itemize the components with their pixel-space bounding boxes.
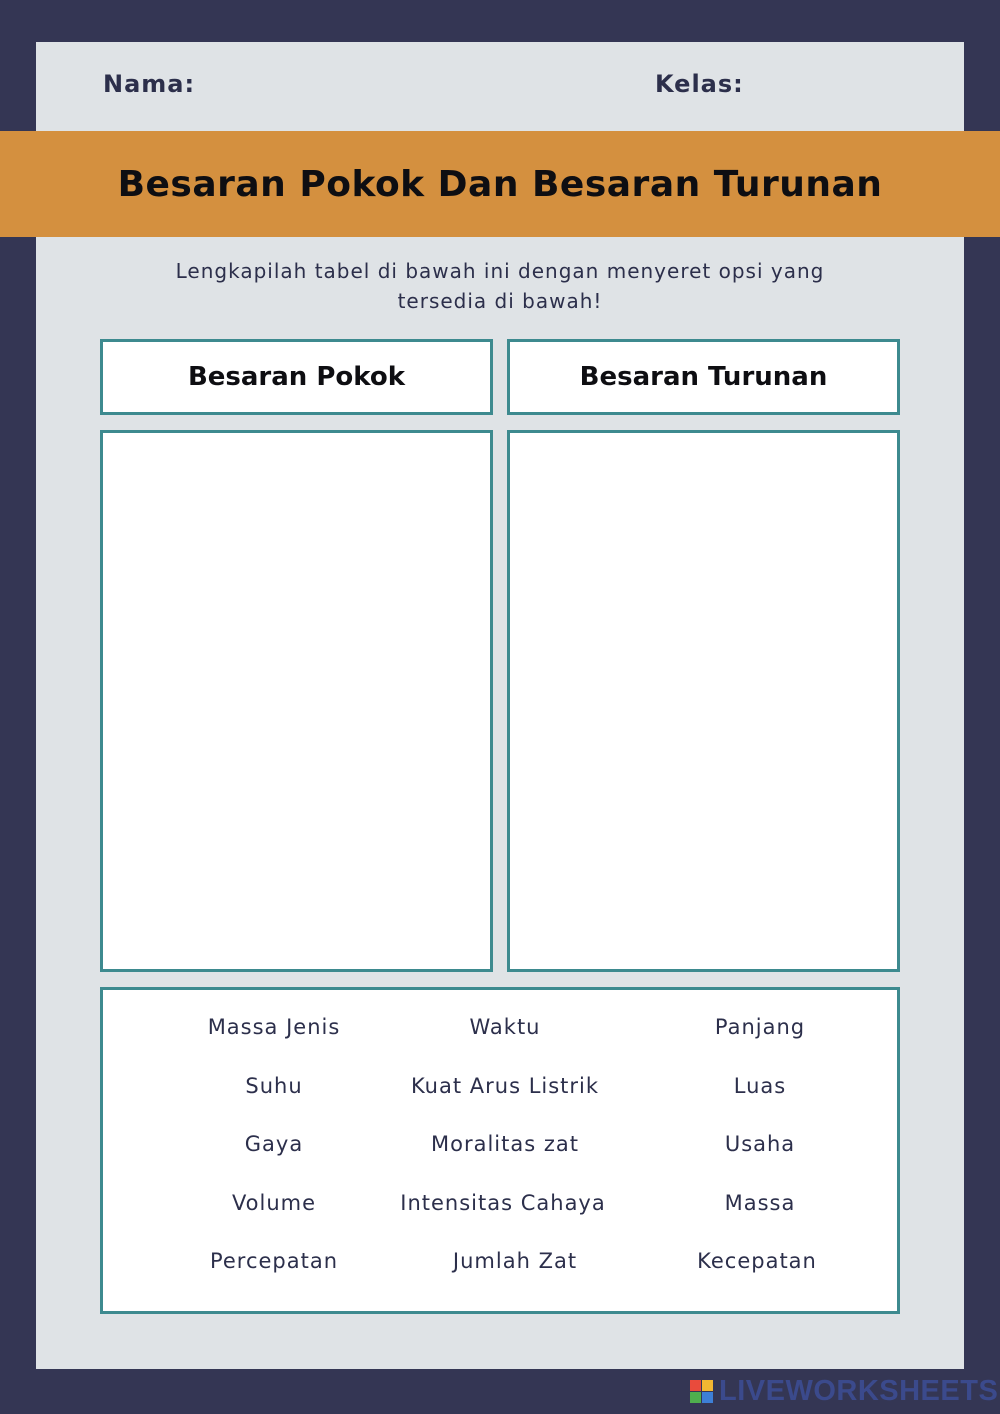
- class-label: Kelas:: [655, 70, 744, 98]
- option-item[interactable]: Luas: [733, 1074, 787, 1098]
- option-item[interactable]: Suhu: [245, 1074, 303, 1098]
- option-item[interactable]: Panjang: [714, 1015, 806, 1039]
- logo-square-icon: [690, 1392, 701, 1403]
- column-header-label: Besaran Pokok: [187, 362, 406, 392]
- option-item[interactable]: Gaya: [244, 1132, 304, 1156]
- watermark-text: LIVEWORKSHEETS: [719, 1374, 999, 1407]
- drop-zone-besaran-pokok[interactable]: [100, 430, 493, 972]
- logo-square-icon: [702, 1392, 713, 1403]
- column-header-besaran-turunan: [507, 339, 900, 415]
- option-item[interactable]: Massa Jenis: [207, 1015, 341, 1039]
- option-item[interactable]: Percepatan: [209, 1249, 339, 1273]
- option-item[interactable]: Kuat Arus Listrik: [410, 1074, 600, 1098]
- page-title: Besaran Pokok Dan Besaran Turunan: [117, 163, 883, 205]
- option-item[interactable]: Massa: [724, 1191, 796, 1215]
- option-item[interactable]: Jumlah Zat: [452, 1249, 578, 1273]
- option-item[interactable]: Usaha: [724, 1132, 796, 1156]
- option-item[interactable]: Volume: [231, 1191, 317, 1215]
- column-header-besaran-pokok: [100, 339, 493, 415]
- drop-zone-besaran-turunan[interactable]: [507, 430, 900, 972]
- options-grid: [101, 988, 899, 1313]
- name-label: Nama:: [103, 70, 196, 98]
- column-header-label: Besaran Turunan: [579, 362, 828, 392]
- option-item[interactable]: Kecepatan: [697, 1249, 817, 1273]
- instruction-text: Lengkapilah tabel di bawah ini dengan menyeret opsi yang tersedia di bawah!: [175, 259, 825, 313]
- option-item[interactable]: Waktu: [469, 1015, 541, 1039]
- logo-square-icon: [702, 1380, 713, 1391]
- title-banner: [0, 131, 1000, 237]
- option-item[interactable]: Intensitas Cahaya: [400, 1191, 606, 1215]
- liveworksheets-logo-icon: [690, 1380, 713, 1403]
- option-item[interactable]: Moralitas zat: [431, 1132, 579, 1156]
- liveworksheets-watermark: [690, 1374, 998, 1408]
- logo-square-icon: [690, 1380, 701, 1391]
